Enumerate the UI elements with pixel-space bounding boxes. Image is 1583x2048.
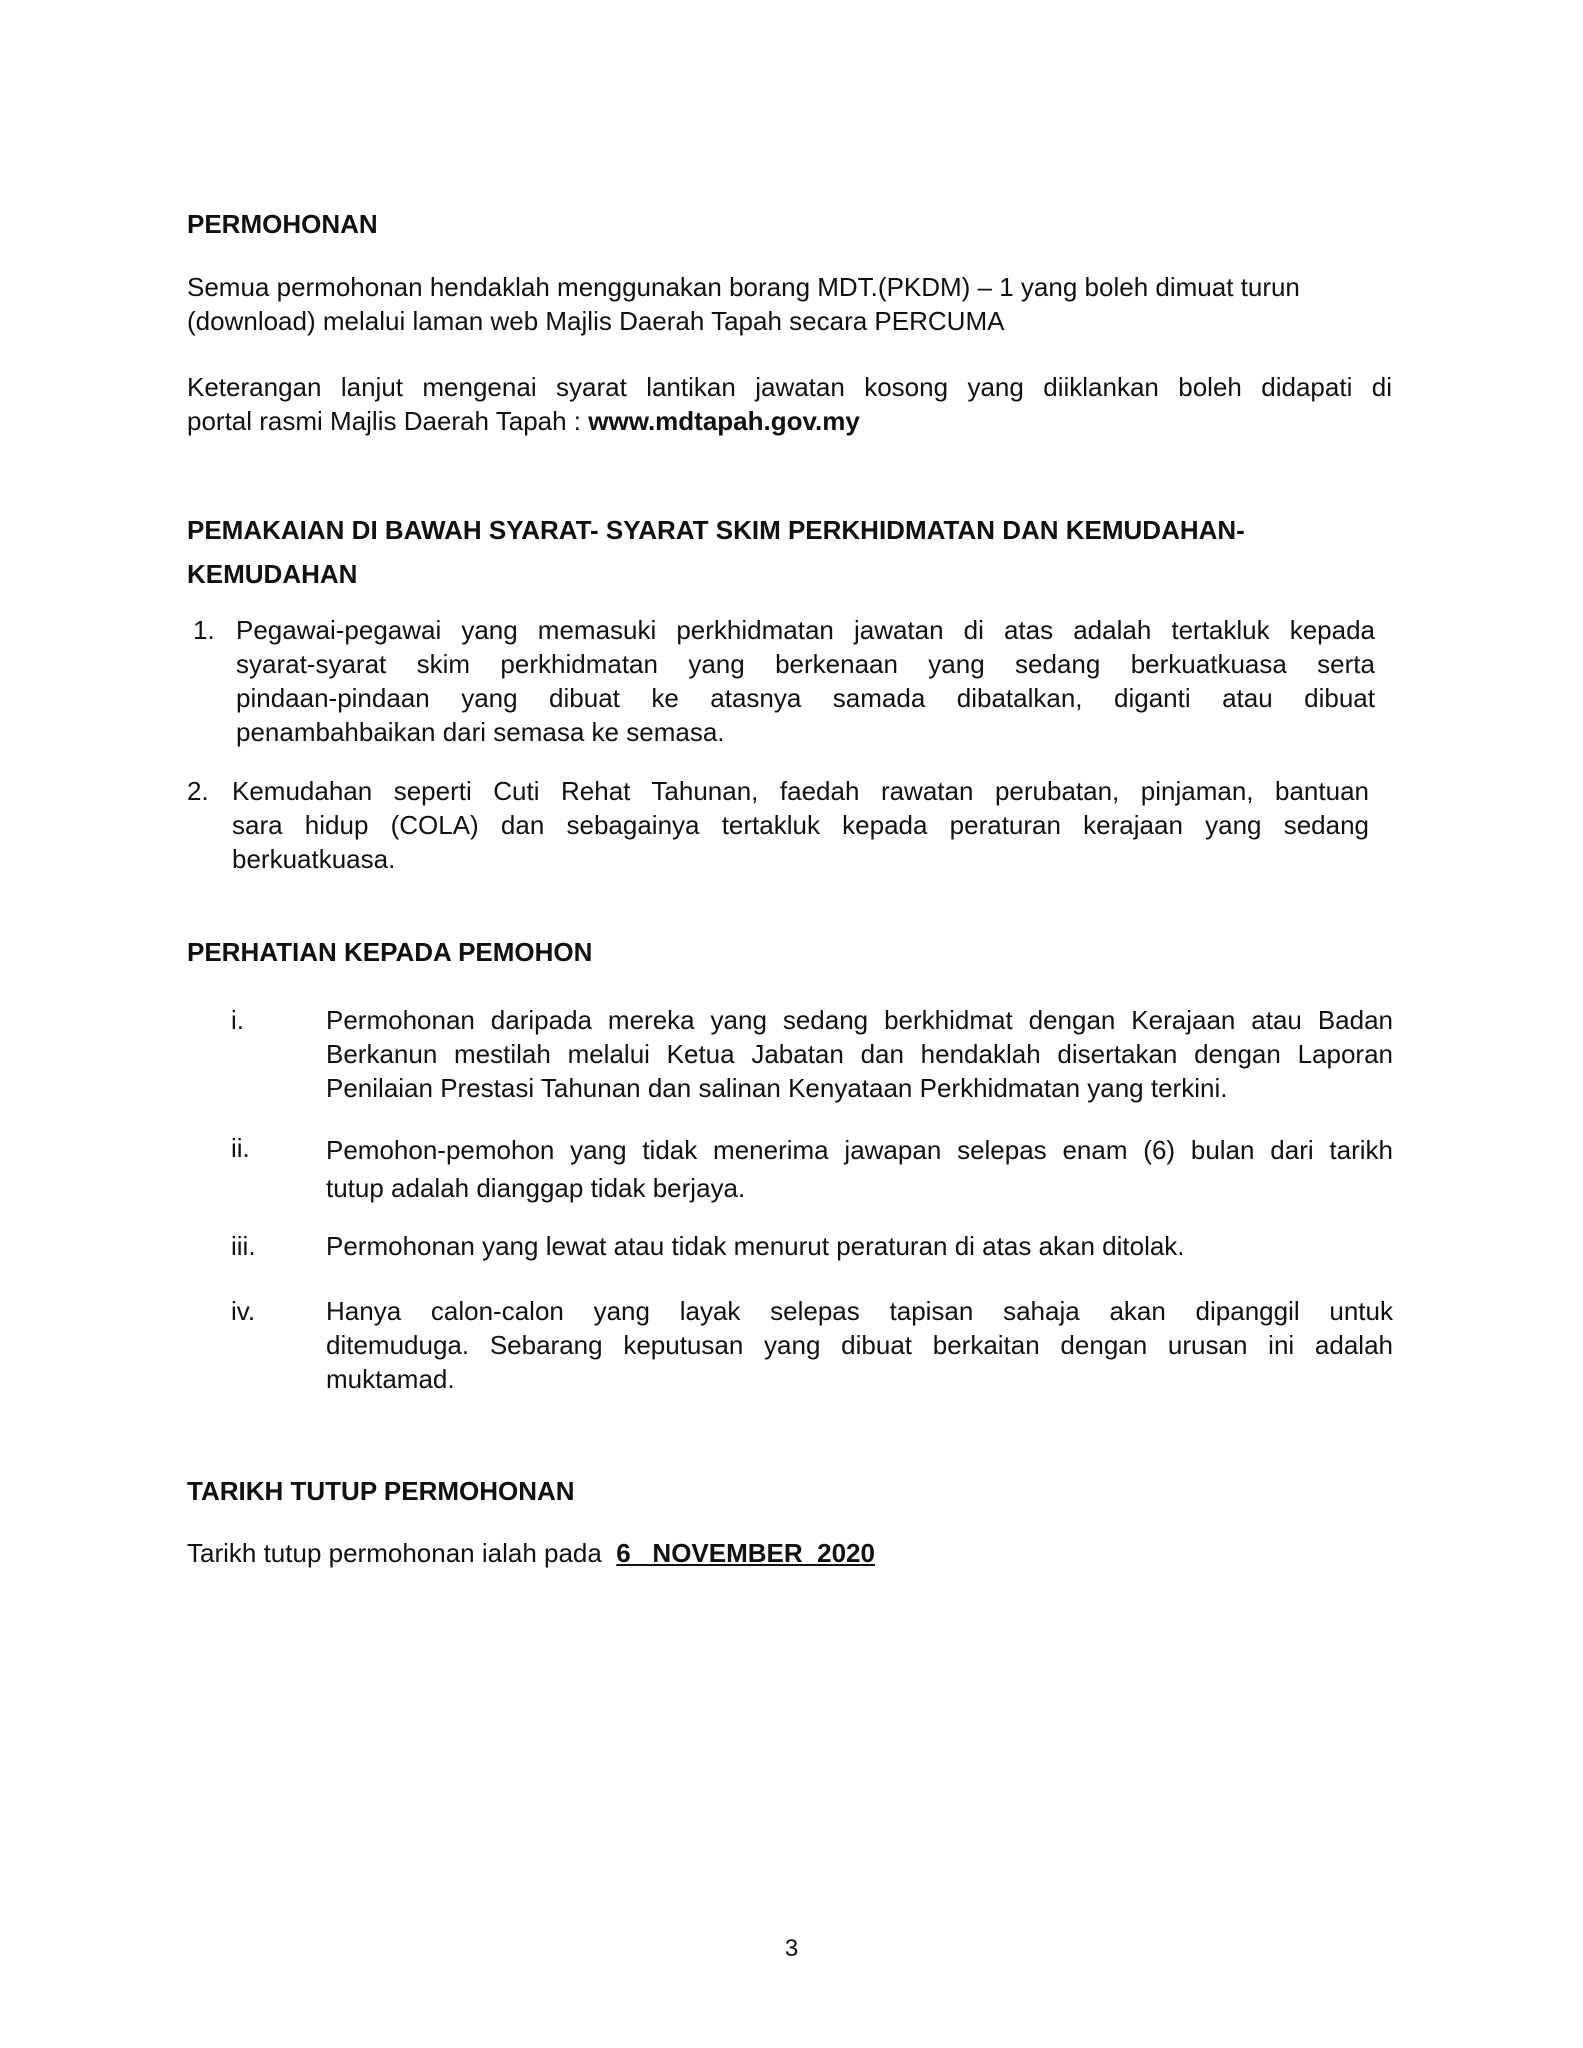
notice-item-body — [326, 1294, 1393, 1396]
text-line — [187, 404, 1392, 438]
section-heading-tarikh: TARIKH TUTUP PERMOHONAN — [187, 1476, 575, 1506]
list-marker: ii. — [231, 1133, 250, 1163]
section-heading-permohonan: PERMOHONAN — [187, 209, 378, 239]
text-line: Pemohon-pemohon yang tidak menerima jawapan selepas enam (6) bulan dari tarikh — [326, 1135, 1393, 1165]
text-line: Pegawai-pegawai yang memasuki perkhidmatan jawatan di atas adalah tertakluk kepada — [236, 615, 1375, 645]
list-marker: 2. — [187, 776, 209, 806]
text-line: penambahbaikan dari semasa ke semasa. — [236, 717, 725, 747]
section-heading-pemakaian — [187, 508, 1392, 596]
list-item-body — [236, 613, 1375, 749]
notice-item-body — [326, 1131, 1393, 1207]
text-line: pindaan-pindaan yang dibuat ke atasnya samada dibatalkan, diganti atau dibuat — [236, 683, 1375, 713]
heading-line: KEMUDAHAN — [187, 559, 358, 589]
closing-date-paragraph — [187, 1536, 1392, 1570]
notice-item-body — [326, 1003, 1393, 1105]
text-line: Kemudahan seperti Cuti Rehat Tahunan, faedah rawatan perubatan, pinjaman, bantuan — [232, 776, 1369, 806]
list-marker: 1. — [193, 615, 215, 645]
list-marker: i. — [231, 1005, 244, 1035]
section-heading-perhatian: PERHATIAN KEPADA PEMOHON — [187, 937, 593, 967]
page-number: 3 — [784, 1935, 799, 1962]
text-line: (download) melalui laman web Majlis Daerah Tapah secara PERCUMA — [187, 306, 1005, 336]
text-line: tutup adalah dianggap tidak berjaya. — [326, 1173, 746, 1203]
text-line: Hanya calon-calon yang layak selepas tapisan sahaja akan dipanggil untuk — [326, 1296, 1393, 1326]
list-marker: iii. — [231, 1231, 256, 1261]
closing-date-prefix: Tarikh tutup permohonan ialah pada — [187, 1538, 617, 1568]
text-prefix: portal rasmi Majlis Daerah Tapah : — [187, 406, 589, 436]
website-url: www.mdtapah.gov.my — [588, 406, 860, 436]
text-line: sara hidup (COLA) dan sebagainya tertakluk kepada peraturan kerajaan yang sedang — [232, 810, 1369, 840]
notice-item-body — [326, 1229, 1393, 1263]
heading-line: PEMAKAIAN DI BAWAH SYARAT- SYARAT SKIM PERKHIDMATAN DAN KEMUDAHAN- — [187, 515, 1245, 545]
text-line: Berkanun mestilah melalui Ketua Jabatan dan hendaklah disertakan dengan Laporan — [326, 1039, 1393, 1069]
text-line: muktamad. — [326, 1364, 455, 1394]
permohonan-paragraph-1 — [187, 270, 1392, 338]
text-line: berkuatkuasa. — [232, 844, 396, 874]
text-line: Permohonan yang lewat atau tidak menurut peraturan di atas akan ditolak. — [326, 1231, 1185, 1261]
text-line: Keterangan lanjut mengenai syarat lantikan jawatan kosong yang diiklankan boleh didapati di — [187, 372, 1392, 402]
list-marker: iv. — [231, 1296, 256, 1326]
permohonan-paragraph-2 — [187, 370, 1392, 438]
list-item-body — [232, 774, 1369, 876]
closing-date: 6 NOVEMBER 2020 — [616, 1538, 875, 1568]
text-line: ditemuduga. Sebarang keputusan yang dibuat berkaitan dengan urusan ini adalah — [326, 1330, 1393, 1360]
text-line: syarat-syarat skim perkhidmatan yang berkenaan yang sedang berkuatkuasa serta — [236, 649, 1375, 679]
text-line: Permohonan daripada mereka yang sedang berkhidmat dengan Kerajaan atau Badan — [326, 1005, 1393, 1035]
text-line: Penilaian Prestasi Tahunan dan salinan Kenyataan Perkhidmatan yang terkini. — [326, 1073, 1228, 1103]
text-line: Semua permohonan hendaklah menggunakan borang MDT.(PKDM) – 1 yang boleh dimuat turun — [187, 272, 1300, 302]
